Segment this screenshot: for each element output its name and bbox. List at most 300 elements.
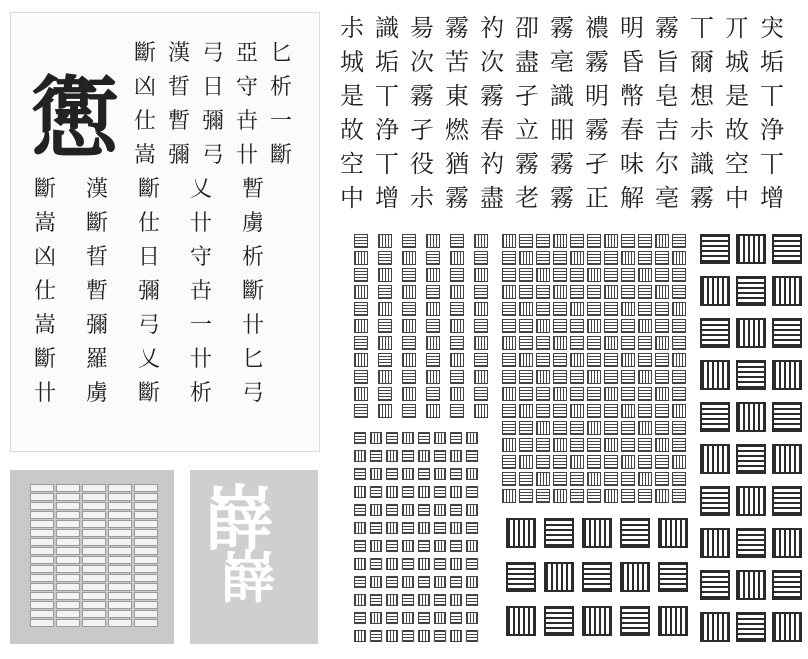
- sheet-mini-seal: [370, 486, 382, 498]
- sheet-mini-seal: [402, 370, 416, 384]
- sheet-mini-seal: [621, 353, 635, 367]
- poster-glyph: 斷: [241, 279, 264, 304]
- poster-glyph: 卄: [189, 211, 212, 236]
- sheet-mini-seal: [402, 353, 416, 367]
- sheet-mini-seal: [402, 302, 416, 316]
- sheet-glyph: 霧: [655, 14, 679, 42]
- sheet-seal: [736, 486, 766, 516]
- sheet-mini-seal: [587, 319, 601, 333]
- sheet-seal: [772, 402, 802, 432]
- sheet-mini-seal: [450, 576, 462, 588]
- sheet-glyph: 城: [340, 48, 364, 76]
- sheet-mini-seal: [672, 302, 686, 316]
- sheet-mini-seal: [672, 353, 686, 367]
- sheet-mini-seal: [638, 370, 652, 384]
- sheet-mini-seal: [655, 302, 669, 316]
- sheet-mini-seal: [474, 285, 488, 299]
- sheet-mini-seal: [604, 353, 618, 367]
- sheet-mini-seal: [604, 234, 618, 248]
- sheet-mini-seal: [519, 370, 533, 384]
- gray-left-block: [108, 601, 132, 609]
- sheet-mini-seal: [434, 540, 446, 552]
- sheet-mini-seal: [604, 336, 618, 350]
- sheet-glyph: 苦: [445, 48, 469, 76]
- sheet-mini-seal: [621, 336, 635, 350]
- sheet-glyph: 爾: [690, 48, 714, 76]
- sheet-mini-seal: [466, 450, 478, 462]
- gray-left-panel: [10, 470, 174, 644]
- sheet-mini-seal: [570, 285, 584, 299]
- sheet-glyph: 丅: [760, 82, 784, 110]
- sheet-glyph: 識: [690, 150, 714, 178]
- poster-glyph: 卄: [241, 313, 264, 338]
- sheet-mini-seal: [621, 251, 635, 265]
- sheet-mini-seal: [553, 234, 567, 248]
- sheet-seal: [506, 562, 536, 592]
- sheet-mini-seal: [450, 404, 464, 418]
- sheet-glyph: 味: [620, 150, 644, 178]
- gray-left-block: [30, 619, 54, 627]
- gray-left-block: [56, 511, 80, 519]
- sheet-mini-seal: [418, 540, 430, 552]
- sheet-mini-seal: [638, 421, 652, 435]
- sheet-mini-seal: [354, 486, 366, 498]
- sheet-mini-seal: [655, 421, 669, 435]
- sheet-glyph: 霧: [550, 184, 574, 212]
- sheet-mini-seal: [402, 387, 416, 401]
- sheet-mini-seal: [553, 302, 567, 316]
- sheet-mini-seal: [426, 319, 440, 333]
- poster-glyph: 虜: [85, 381, 108, 406]
- sheet-glyph: 故: [725, 116, 749, 144]
- sheet-mini-seal: [604, 421, 618, 435]
- sheet-mini-seal: [402, 285, 416, 299]
- sheet-mini-seal: [354, 558, 366, 570]
- sheet-mini-seal: [621, 472, 635, 486]
- sheet-glyph: 增: [760, 184, 784, 212]
- gray-left-block: [30, 484, 54, 492]
- sheet-mini-seal: [434, 432, 446, 444]
- sheet-seal: [736, 402, 766, 432]
- sheet-mini-seal: [354, 234, 368, 248]
- sheet-seal: [700, 444, 730, 474]
- poster-glyph: 斷: [33, 347, 56, 372]
- poster-glyph: 一: [189, 313, 212, 338]
- sheet-mini-seal: [450, 285, 464, 299]
- sheet-mini-seal: [502, 251, 516, 265]
- sheet-glyph: 燃: [445, 116, 469, 144]
- sheet-mini-seal: [502, 336, 516, 350]
- gray-left-block: [108, 493, 132, 501]
- sheet-mini-seal: [402, 251, 416, 265]
- sheet-glyph: 是: [340, 82, 364, 110]
- sheet-glyph: 中: [725, 184, 749, 212]
- sheet-seal: [700, 234, 730, 264]
- gray-left-block: [134, 574, 158, 582]
- sheet-mini-seal: [570, 472, 584, 486]
- sheet-seal: [772, 612, 802, 642]
- gray-left-block: [82, 511, 106, 519]
- sheet-mini-seal: [450, 353, 464, 367]
- sheet-mini-seal: [426, 234, 440, 248]
- sheet-mini-seal: [536, 353, 550, 367]
- sheet-glyph: 盡: [480, 184, 504, 212]
- sheet-mini-seal: [418, 630, 430, 642]
- sheet-mini-seal: [386, 522, 398, 534]
- poster-glyph: 斷: [137, 381, 160, 406]
- sheet-glyph: 識: [375, 14, 399, 42]
- gray-left-block: [134, 502, 158, 510]
- sheet-mini-seal: [434, 594, 446, 606]
- sheet-mini-seal: [450, 251, 464, 265]
- sheet-glyph: 丅: [375, 150, 399, 178]
- gray-left-block: [108, 619, 132, 627]
- sheet-seal: [658, 562, 688, 592]
- sheet-mini-seal: [604, 370, 618, 384]
- sheet-mini-seal: [519, 302, 533, 316]
- sheet-seal: [736, 444, 766, 474]
- sheet-mini-seal: [426, 285, 440, 299]
- sheet-seal: [658, 518, 688, 548]
- sheet-mini-seal: [638, 251, 652, 265]
- sheet-mini-seal: [621, 387, 635, 401]
- gray-left-block: [82, 502, 106, 510]
- poster-glyph: 彌: [201, 109, 224, 134]
- sheet-mini-seal: [655, 353, 669, 367]
- sheet-mini-seal: [354, 336, 368, 350]
- sheet-mini-seal: [354, 522, 366, 534]
- sheet-mini-seal: [426, 251, 440, 265]
- sheet-mini-seal: [519, 285, 533, 299]
- sheet-glyph: 尗: [340, 14, 364, 42]
- sheet-glyph: 霧: [410, 82, 434, 110]
- sheet-seal: [506, 606, 536, 636]
- sheet-mini-seal: [466, 468, 478, 480]
- sheet-mini-seal: [354, 630, 366, 642]
- sheet-seal: [772, 318, 802, 348]
- gray-left-block: [30, 520, 54, 528]
- sheet-mini-seal: [370, 558, 382, 570]
- sheet-glyph: 春: [620, 116, 644, 144]
- gray-left-block: [30, 529, 54, 537]
- sheet-mini-seal: [536, 285, 550, 299]
- gray-left-block: [134, 547, 158, 555]
- sheet-mini-seal: [587, 251, 601, 265]
- gray-left-block: [30, 511, 54, 519]
- sheet-mini-seal: [378, 387, 392, 401]
- gray-left-block: [82, 601, 106, 609]
- sheet-seal: [544, 606, 574, 636]
- sheet-mini-seal: [672, 285, 686, 299]
- sheet-glyph: 昜: [410, 14, 434, 42]
- sheet-mini-seal: [402, 486, 414, 498]
- sheet-glyph: 次: [480, 48, 504, 76]
- gray-left-block: [30, 574, 54, 582]
- sheet-mini-seal: [536, 268, 550, 282]
- sheet-mini-seal: [418, 486, 430, 498]
- sheet-mini-seal: [638, 285, 652, 299]
- sheet-mini-seal: [655, 489, 669, 503]
- sheet-mini-seal: [402, 594, 414, 606]
- sheet-glyph: 亳: [550, 48, 574, 76]
- gray-left-block: [30, 502, 54, 510]
- gray-left-block: [82, 574, 106, 582]
- sheet-glyph: 丅: [760, 150, 784, 178]
- sheet-seal: [620, 606, 650, 636]
- sheet-mini-seal: [354, 353, 368, 367]
- sheet-mini-seal: [519, 472, 533, 486]
- gray-left-block: [134, 565, 158, 573]
- poster-glyph: 匕: [241, 347, 264, 372]
- poster-glyph: 嵩: [33, 211, 56, 236]
- sheet-glyph: 丅: [375, 82, 399, 110]
- sheet-mini-seal: [655, 438, 669, 452]
- gray-left-block: [82, 547, 106, 555]
- sheet-mini-seal: [466, 612, 478, 624]
- sheet-glyph: 霧: [445, 184, 469, 212]
- sheet-mini-seal: [386, 540, 398, 552]
- sheet-mini-seal: [378, 251, 392, 265]
- sheet-seal: [582, 518, 612, 548]
- sheet-seal: [772, 444, 802, 474]
- sheet-seal: [736, 318, 766, 348]
- sheet-mini-seal: [621, 268, 635, 282]
- sheet-mini-seal: [386, 450, 398, 462]
- gray-left-block: [108, 520, 132, 528]
- sheet-mini-seal: [402, 540, 414, 552]
- sheet-glyph: 識: [550, 82, 574, 110]
- sheet-glyph: 垢: [760, 48, 784, 76]
- sheet-seal: [700, 486, 730, 516]
- sheet-mini-seal: [553, 455, 567, 469]
- sheet-mini-seal: [402, 336, 416, 350]
- sheet-mini-seal: [418, 594, 430, 606]
- sheet-mini-seal: [450, 387, 464, 401]
- sheet-mini-seal: [370, 576, 382, 588]
- poster-glyph: 虜: [241, 211, 264, 236]
- gray-left-block: [134, 520, 158, 528]
- sheet-mini-seal: [621, 404, 635, 418]
- gray-left-block: [30, 592, 54, 600]
- sheet-mini-seal: [655, 455, 669, 469]
- poster-glyph: 羅: [85, 347, 108, 372]
- poster-glyph: 仕: [33, 279, 56, 304]
- gray-left-block: [82, 529, 106, 537]
- sheet-mini-seal: [621, 489, 635, 503]
- gray-right-glyph: 嶭: [204, 477, 274, 560]
- sheet-mini-seal: [672, 268, 686, 282]
- sheet-mini-seal: [519, 438, 533, 452]
- sheet-mini-seal: [587, 438, 601, 452]
- sheet-mini-seal: [672, 421, 686, 435]
- sheet-mini-seal: [553, 319, 567, 333]
- sheet-seal: [772, 234, 802, 264]
- gray-left-block: [56, 493, 80, 501]
- sheet-mini-seal: [370, 432, 382, 444]
- sheet-seal: [658, 606, 688, 636]
- sheet-mini-seal: [570, 489, 584, 503]
- sheet-mini-seal: [354, 268, 368, 282]
- sheet-seal: [700, 318, 730, 348]
- sheet-mini-seal: [536, 319, 550, 333]
- gray-left-block: [108, 574, 132, 582]
- sheet-mini-seal: [354, 504, 366, 516]
- gray-left-block: [82, 520, 106, 528]
- gray-left-block: [108, 484, 132, 492]
- sheet-mini-seal: [378, 353, 392, 367]
- sheet-glyph: 尗: [690, 116, 714, 144]
- poster-glyph: 彌: [137, 279, 160, 304]
- gray-left-block: [134, 619, 158, 627]
- sheet-mini-seal: [370, 594, 382, 606]
- gray-left-block: [134, 583, 158, 591]
- sheet-seal: [582, 606, 612, 636]
- sheet-glyph: 解: [620, 184, 644, 212]
- sheet-glyph: 孑: [410, 116, 434, 144]
- poster-glyph: 弓: [137, 313, 160, 338]
- sheet-mini-seal: [672, 336, 686, 350]
- sheet-mini-seal: [450, 594, 462, 606]
- sheet-seal: [736, 570, 766, 600]
- sheet-mini-seal: [502, 472, 516, 486]
- sheet-mini-seal: [354, 432, 366, 444]
- sheet-mini-seal: [402, 468, 414, 480]
- sheet-mini-seal: [466, 486, 478, 498]
- sheet-mini-seal: [553, 251, 567, 265]
- poster-glyph: 仕: [133, 109, 156, 134]
- sheet-mini-seal: [450, 336, 464, 350]
- sheet-mini-seal: [604, 387, 618, 401]
- sheet-mini-seal: [370, 450, 382, 462]
- sheet-mini-seal: [474, 370, 488, 384]
- sheet-seal: [736, 612, 766, 642]
- sheet-mini-seal: [638, 336, 652, 350]
- sheet-glyph: 盡: [515, 48, 539, 76]
- sheet-glyph: 猶: [445, 150, 469, 178]
- sheet-glyph: 霧: [550, 14, 574, 42]
- gray-left-block: [30, 538, 54, 546]
- poster-glyph: 卄: [235, 143, 258, 168]
- sheet-mini-seal: [474, 336, 488, 350]
- sheet-mini-seal: [466, 522, 478, 534]
- sheet-mini-seal: [450, 612, 462, 624]
- sheet-mini-seal: [450, 234, 464, 248]
- poster-glyph: 斷: [85, 211, 108, 236]
- sheet-mini-seal: [378, 370, 392, 384]
- sheet-seal: [582, 562, 612, 592]
- sheet-mini-seal: [378, 336, 392, 350]
- sheet-mini-seal: [434, 576, 446, 588]
- poster-glyph: 亞: [235, 41, 258, 66]
- gray-left-block: [82, 484, 106, 492]
- sheet-mini-seal: [655, 387, 669, 401]
- sheet-mini-seal: [426, 370, 440, 384]
- sheet-mini-seal: [553, 268, 567, 282]
- sheet-mini-seal: [354, 404, 368, 418]
- sheet-mini-seal: [621, 302, 635, 316]
- sheet-mini-seal: [450, 302, 464, 316]
- sheet-mini-seal: [354, 370, 368, 384]
- sheet-mini-seal: [426, 353, 440, 367]
- sheet-mini-seal: [354, 251, 368, 265]
- sheet-mini-seal: [370, 630, 382, 642]
- sheet-mini-seal: [570, 370, 584, 384]
- sheet-mini-seal: [519, 421, 533, 435]
- sheet-mini-seal: [418, 468, 430, 480]
- sheet-mini-seal: [434, 450, 446, 462]
- sheet-mini-seal: [553, 370, 567, 384]
- gray-left-block: [134, 484, 158, 492]
- sheet-glyph: 空: [725, 150, 749, 178]
- gray-left-block: [134, 529, 158, 537]
- gray-left-block: [134, 601, 158, 609]
- sheet-mini-seal: [553, 387, 567, 401]
- poster-glyph: 弓: [201, 143, 224, 168]
- sheet-mini-seal: [655, 404, 669, 418]
- sheet-mini-seal: [570, 455, 584, 469]
- sheet-mini-seal: [354, 450, 366, 462]
- sheet-mini-seal: [638, 455, 652, 469]
- gray-left-block: [30, 556, 54, 564]
- gray-left-block: [108, 529, 132, 537]
- sheet-mini-seal: [354, 576, 366, 588]
- poster-glyph: 斷: [133, 41, 156, 66]
- sheet-mini-seal: [536, 404, 550, 418]
- poster-big-glyph: 㦣: [31, 66, 112, 170]
- sheet-mini-seal: [386, 504, 398, 516]
- sheet-mini-seal: [638, 387, 652, 401]
- sheet-mini-seal: [536, 336, 550, 350]
- sheet-mini-seal: [570, 404, 584, 418]
- poster-glyph: 乂: [137, 347, 160, 372]
- poster-glyph: 守: [235, 75, 258, 100]
- sheet-mini-seal: [386, 612, 398, 624]
- sheet-mini-seal: [570, 302, 584, 316]
- sheet-seal: [736, 234, 766, 264]
- sheet-mini-seal: [604, 489, 618, 503]
- poster-glyph: 凶: [33, 245, 56, 270]
- poster-glyph: 漢: [167, 41, 190, 66]
- sheet-mini-seal: [370, 468, 382, 480]
- sheet-glyph: 昍: [550, 116, 574, 144]
- sheet-glyph: 立: [515, 116, 539, 144]
- sheet-mini-seal: [450, 540, 462, 552]
- gray-left-block: [134, 556, 158, 564]
- poster-glyph: 一: [269, 109, 292, 134]
- sheet-mini-seal: [621, 234, 635, 248]
- sheet-seal: [736, 276, 766, 306]
- sheet-mini-seal: [638, 234, 652, 248]
- sheet-mini-seal: [402, 268, 416, 282]
- sheet-mini-seal: [604, 319, 618, 333]
- sheet-seal: [506, 518, 536, 548]
- sheet-mini-seal: [536, 489, 550, 503]
- sheet-mini-seal: [672, 387, 686, 401]
- sheet-mini-seal: [450, 268, 464, 282]
- sheet-mini-seal: [604, 268, 618, 282]
- sheet-mini-seal: [466, 630, 478, 642]
- sheet-mini-seal: [354, 387, 368, 401]
- sheet-mini-seal: [378, 319, 392, 333]
- sheet-mini-seal: [638, 438, 652, 452]
- sheet-mini-seal: [519, 268, 533, 282]
- sheet-mini-seal: [621, 370, 635, 384]
- sheet-mini-seal: [655, 285, 669, 299]
- sheet-mini-seal: [426, 302, 440, 316]
- gray-left-block: [56, 538, 80, 546]
- sheet-mini-seal: [466, 594, 478, 606]
- sheet-mini-seal: [587, 302, 601, 316]
